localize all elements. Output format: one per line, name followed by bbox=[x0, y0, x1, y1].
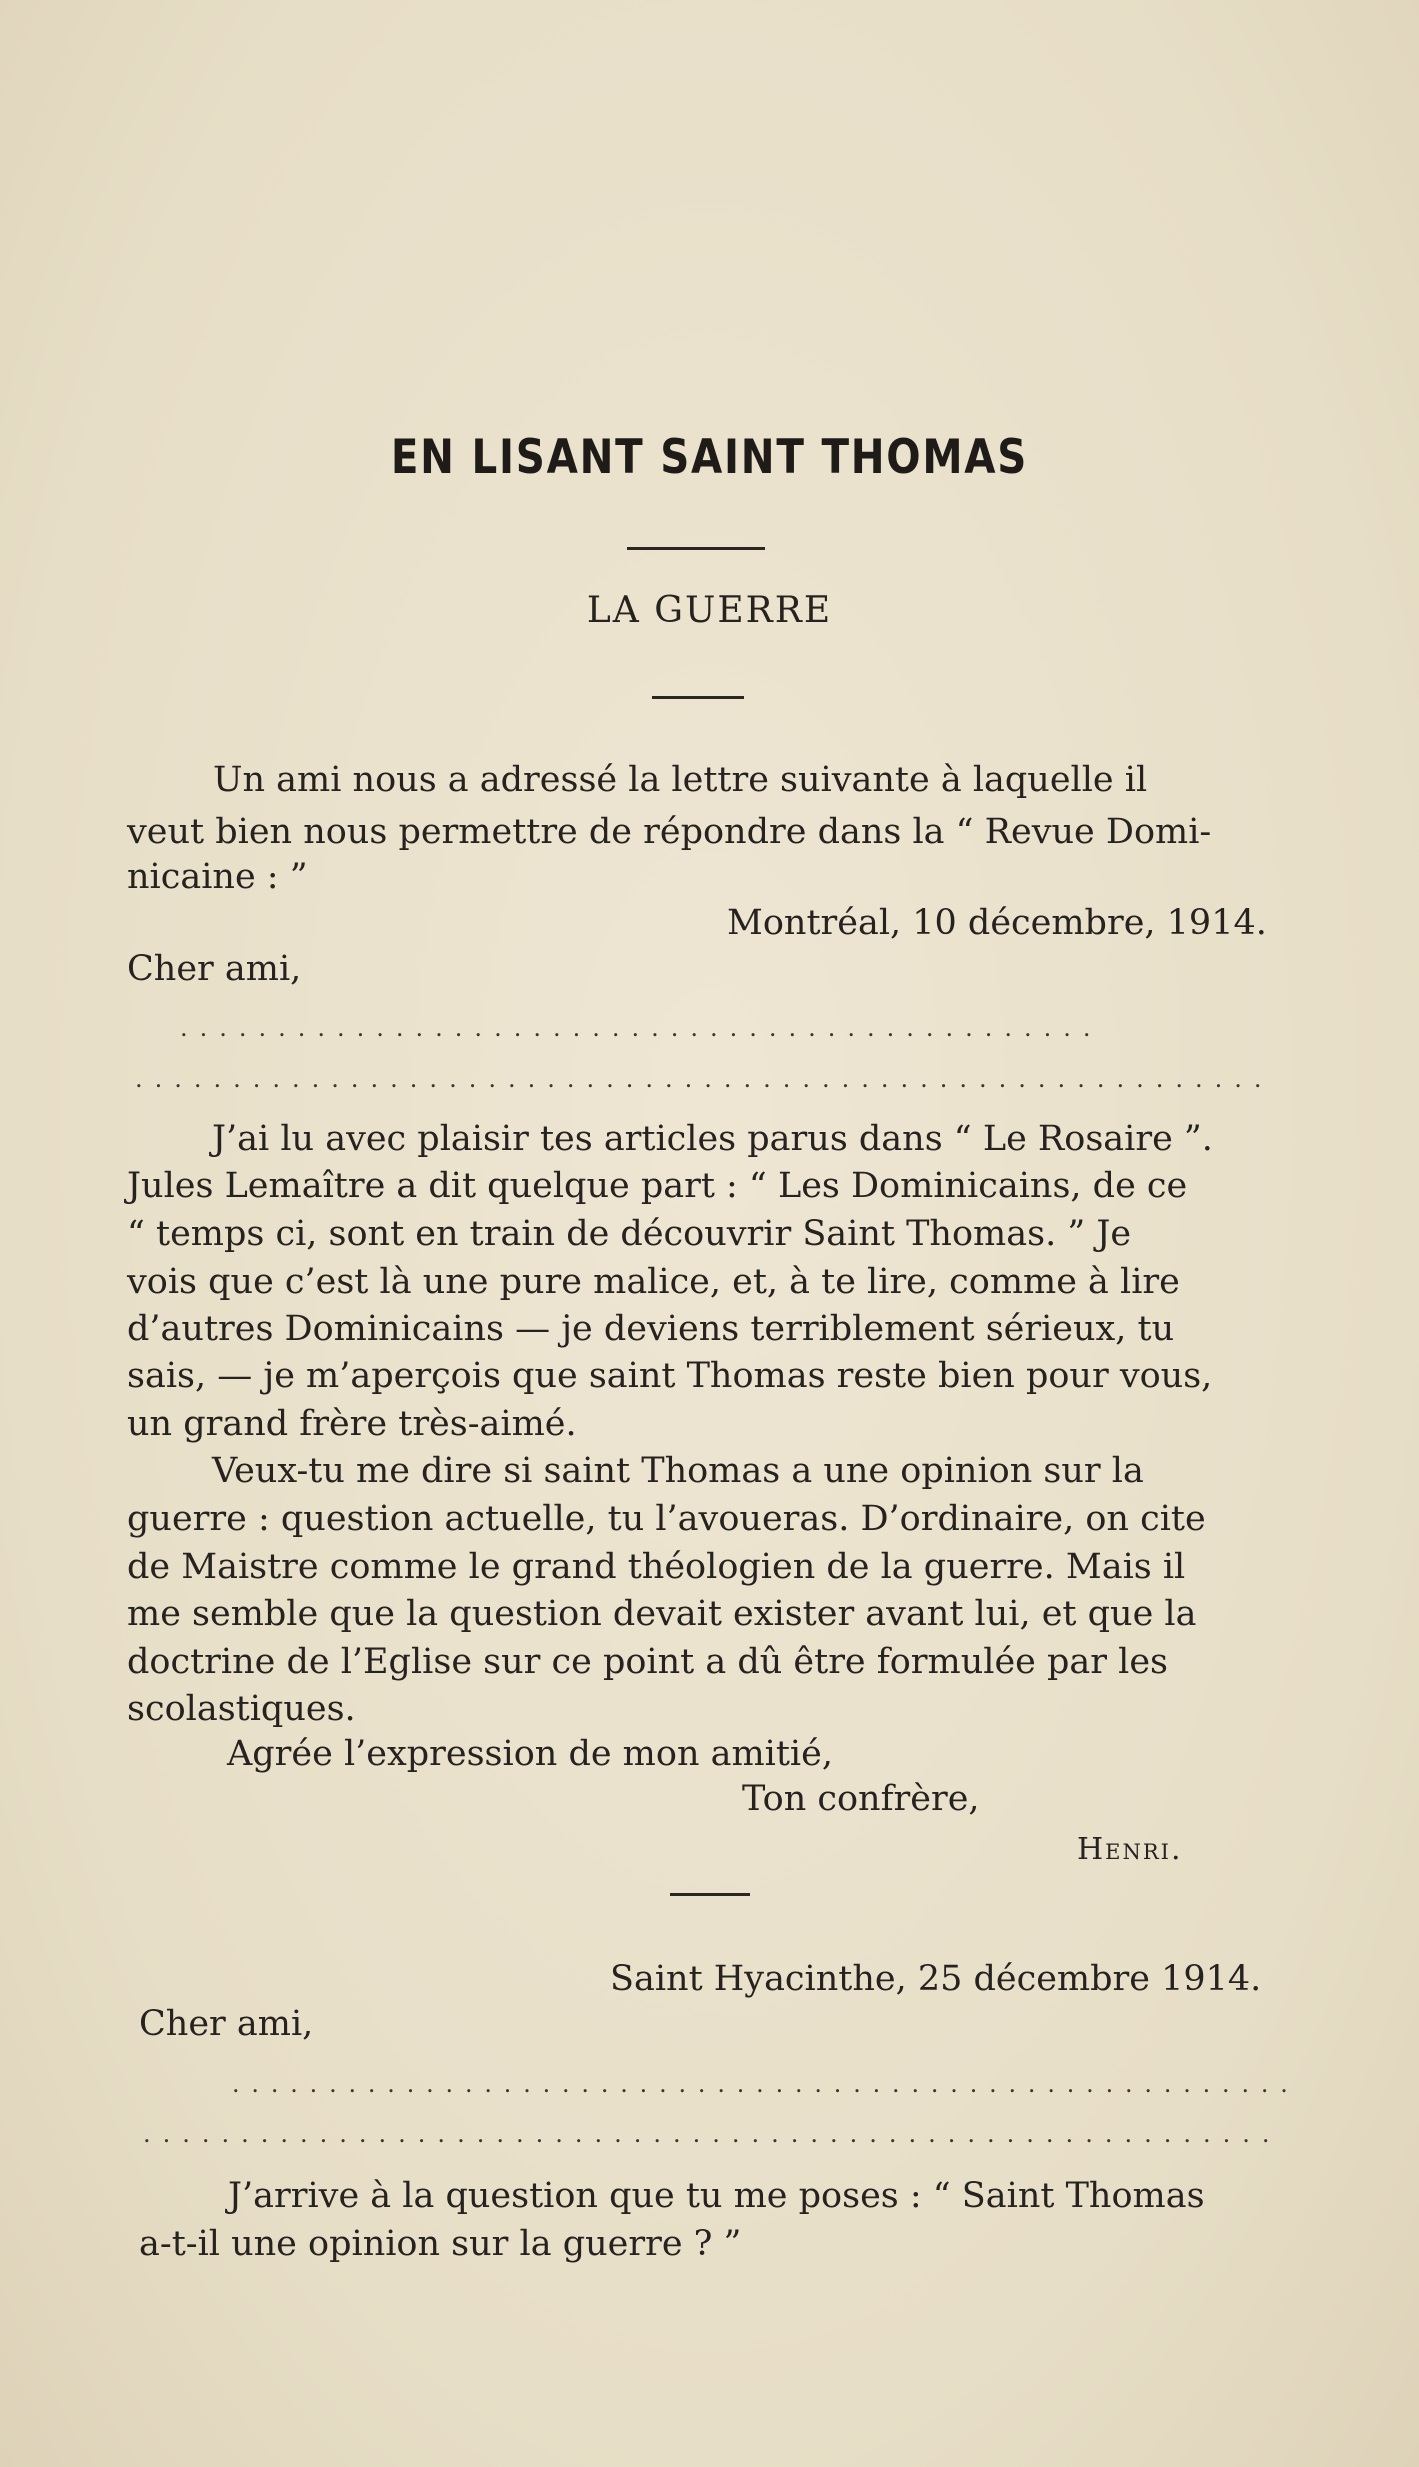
letter1-line: de Maistre comme le grand théologien de la guerre. Mais il bbox=[127, 1547, 1186, 1587]
letter2-line: a-t-il une opinion sur la guerre ? ” bbox=[139, 2224, 742, 2264]
intro-line: Un ami nous a adressé la lettre suivante à laquelle il bbox=[213, 760, 1148, 800]
letter1-salutation: Cher ami, bbox=[127, 949, 302, 989]
letter1-line: d’autres Dominicains — je deviens terriblement sérieux, tu bbox=[127, 1309, 1175, 1349]
letter2-salutation: Cher ami, bbox=[139, 2004, 314, 2044]
letter1-line: scolastiques. bbox=[127, 1689, 356, 1729]
intro-line: nicaine : ” bbox=[127, 857, 308, 897]
ellipsis-row: ....................................................... bbox=[232, 2070, 1300, 2098]
letter1-closing: Ton confrère, bbox=[742, 1779, 980, 1819]
ellipsis-row: .......................................................... bbox=[135, 1065, 1274, 1093]
letter1-line: un grand frère très-aimé. bbox=[127, 1404, 577, 1444]
subtitle-rule bbox=[652, 696, 744, 699]
letter1-line: sais, — je m’aperçois que saint Thomas reste bien pour vous, bbox=[127, 1356, 1213, 1396]
letter1-line: me semble que la question devait exister avant lui, et que la bbox=[127, 1594, 1197, 1634]
letter1-line: “ temps ci, sont en train de découvrir Saint Thomas. ” Je bbox=[127, 1214, 1132, 1254]
letter1-line: Agrée l’expression de mon amitié, bbox=[227, 1734, 833, 1774]
letter1-line: doctrine de l’Eglise sur ce point a dû être formulée par les bbox=[127, 1642, 1168, 1682]
intro-line: veut bien nous permettre de répondre dans la “ Revue Domi- bbox=[127, 812, 1212, 852]
letter1-line: vois que c’est là une pure malice, et, à te lire, comme à lire bbox=[127, 1262, 1180, 1302]
ellipsis-row: ............................................... bbox=[180, 1014, 1103, 1042]
page-title: EN LISANT SAINT THOMAS bbox=[390, 430, 1029, 485]
letter1-signature: Henri. bbox=[1077, 1832, 1183, 1867]
letter2-place-date: Saint Hyacinthe, 25 décembre 1914. bbox=[610, 1959, 1262, 1999]
letter1-line: J’ai lu avec plaisir tes articles parus dans “ Le Rosaire ”. bbox=[212, 1119, 1213, 1159]
letter1-line: Veux-tu me dire si saint Thomas a une opinion sur la bbox=[212, 1451, 1144, 1491]
letter1-line: Jules Lemaître a dit quelque part : “ Les Dominicains, de ce bbox=[127, 1166, 1188, 1206]
letter1-place-date: Montréal, 10 décembre, 1914. bbox=[727, 903, 1267, 943]
title-rule bbox=[627, 547, 765, 550]
letter2-line: J’arrive à la question que tu me poses : “ Saint Thomas bbox=[228, 2176, 1205, 2216]
letter-divider-rule bbox=[670, 1893, 750, 1896]
ellipsis-row: .......................................................... bbox=[143, 2120, 1282, 2148]
letter1-line: guerre : question actuelle, tu l’avoueras. D’ordinaire, on cite bbox=[127, 1499, 1206, 1539]
section-subtitle: LA GUERRE bbox=[586, 590, 833, 631]
